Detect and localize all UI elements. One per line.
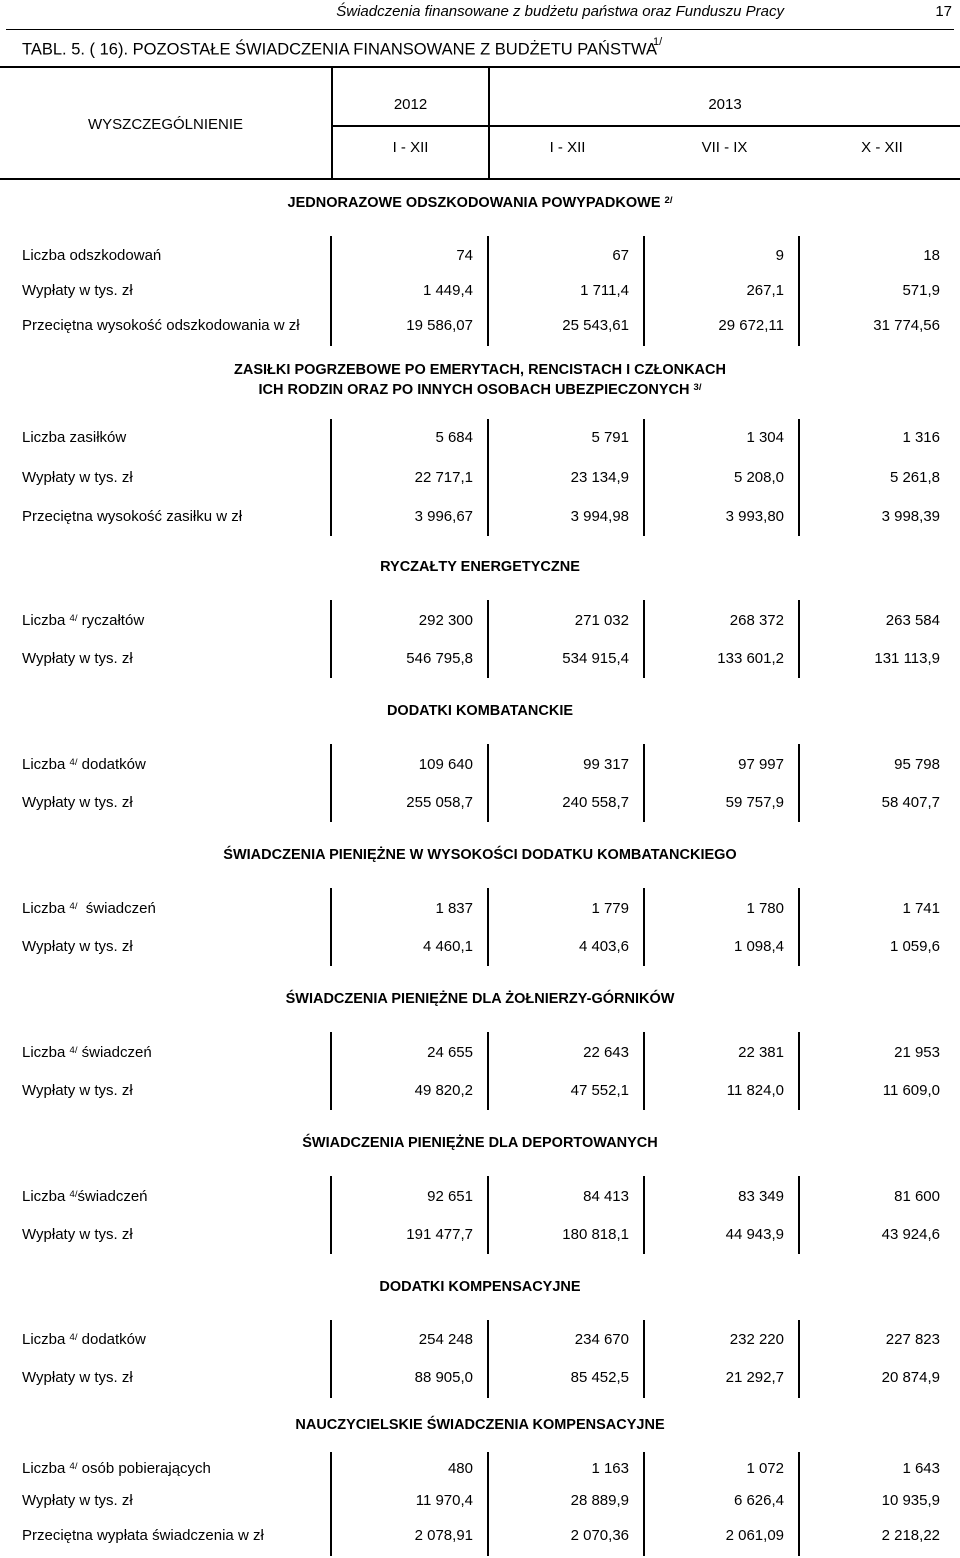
section-title: ŚWIADCZENIA PIENIĘŻNE DLA DEPORTOWANYCH bbox=[302, 1135, 658, 1151]
period-2012-i-xii: I - XII bbox=[392, 139, 429, 156]
table-row: Wypłaty w tys. zł 11 970,4 28 889,9 6 626,4 10 935,9 bbox=[22, 1492, 940, 1509]
table-title bbox=[22, 36, 666, 60]
table-row: Liczba odszkodowań 74 67 9 18 bbox=[22, 247, 940, 264]
table-row: Wypłaty w tys. zł 88 905,0 85 452,5 21 292,7 20 874,9 bbox=[22, 1369, 940, 1386]
year-divider bbox=[488, 66, 490, 180]
table-title-text: TABL. 5. ( 16). POZOSTAŁE ŚWIADCZENIA FINANSOWANE Z BUDŻETU PAŃSTWA bbox=[22, 40, 658, 59]
table-row: Wypłaty w tys. zł 546 795,8 534 915,4 133 601,2 131 113,9 bbox=[22, 650, 940, 667]
table-row: Wypłaty w tys. zł 191 477,7 180 818,1 44 943,9 43 924,6 bbox=[22, 1226, 940, 1243]
section-title: ŚWIADCZENIA PIENIĘŻNE W WYSOKOŚCI DODATKU KOMBATANCKIEGO bbox=[223, 847, 737, 863]
table-row: Liczba $^{4/}$ ryczałtów 292 300 271 032 268 372 263 584 bbox=[22, 612, 940, 629]
section-title: NAUCZYCIELSKIE ŚWIADCZENIA KOMPENSACYJNE bbox=[295, 1417, 665, 1433]
table-row: Liczba $^{4/}$ świadczeń 24 655 22 643 22 381 21 953 bbox=[22, 1044, 940, 1061]
header-top-line bbox=[0, 66, 960, 68]
table-row: Przeciętna wypłata świadczenia w zł 2 078,91 2 070,36 2 061,09 2 218,22 bbox=[22, 1527, 940, 1544]
section-title: DODATKI KOMBATANCKIE bbox=[386, 703, 574, 719]
table-row: Liczba $^{4/}$ dodatków 109 640 99 317 97 997 95 798 bbox=[22, 756, 940, 773]
header-mid-line bbox=[331, 125, 960, 127]
table-row: Wypłaty w tys. zł 1 449,4 1 711,4 267,1 571,9 bbox=[22, 282, 940, 299]
year-2013: 2013 bbox=[708, 96, 742, 113]
header-bottom-line bbox=[0, 178, 960, 180]
table-row: Liczba $^{4/}$ dodatków 254 248 234 670 232 220 227 823 bbox=[22, 1331, 940, 1348]
period-2013-i-xii: I - XII bbox=[549, 139, 586, 156]
table-row: Przeciętna wysokość zasiłku w zł 3 996,67 3 994,98 3 993,80 3 998,39 bbox=[22, 508, 940, 525]
table-row: Liczba $^{4/}$świadczeń 92 651 84 413 83 349 81 600 bbox=[22, 1188, 940, 1205]
table-title-note: 1/ bbox=[653, 36, 663, 48]
table-row: Wypłaty w tys. zł 255 058,7 240 558,7 59 757,9 58 407,7 bbox=[22, 794, 940, 811]
period-2013-x-xii: X - XII bbox=[861, 139, 903, 156]
running-title: Świadczenia finansowane z budżetu państwa oraz Funduszu Pracy bbox=[336, 3, 784, 20]
section-title: JEDNORAZOWE ODSZKODOWANIA POWYPADKOWE $^{2/}$ bbox=[287, 195, 673, 211]
section-title: RYCZAŁTY ENERGETYCZNE bbox=[380, 559, 580, 575]
page-number: 17 bbox=[935, 3, 952, 20]
section-title: DODATKI KOMPENSACYJNE bbox=[379, 1279, 581, 1295]
year-2012: 2012 bbox=[393, 96, 428, 113]
header-divider bbox=[331, 66, 333, 180]
table-row: Liczba $^{4/}$ osób pobierających 480 1 163 1 072 1 643 bbox=[22, 1460, 940, 1477]
table-row: Wypłaty w tys. zł 49 820,2 47 552,1 11 824,0 11 609,0 bbox=[22, 1082, 940, 1099]
section-title: ZASIŁKI POGRZEBOWE PO EMERYTACH, RENCISTACH I CZŁONKACH ICH RODZIN ORAZ PO INNYCH OSOBACH UBEZPIECZONYCH $^{3/}$ bbox=[234, 362, 726, 398]
table-row: Liczba zasiłków 5 684 5 791 1 304 1 316 bbox=[22, 429, 940, 446]
header-rule bbox=[6, 29, 954, 30]
table-row: Wypłaty w tys. zł 22 717,1 23 134,9 5 208,0 5 261,8 bbox=[22, 469, 940, 486]
table-row: Wypłaty w tys. zł 4 460,1 4 403,6 1 098,4 1 059,6 bbox=[22, 938, 940, 955]
stub-header: WYSZCZEGÓLNIENIE bbox=[87, 116, 244, 133]
period-2013-vii-ix: VII - IX bbox=[701, 139, 748, 156]
table-row: Przeciętna wysokość odszkodowania w zł 19 586,07 25 543,61 29 672,11 31 774,56 bbox=[22, 317, 940, 334]
section-title: ŚWIADCZENIA PIENIĘŻNE DLA ŻOŁNIERZY-GÓRNIKÓW bbox=[285, 991, 675, 1007]
table-row: Liczba $^{4/}$ świadczeń 1 837 1 779 1 780 1 741 bbox=[22, 900, 940, 917]
page-header bbox=[0, 0, 960, 30]
